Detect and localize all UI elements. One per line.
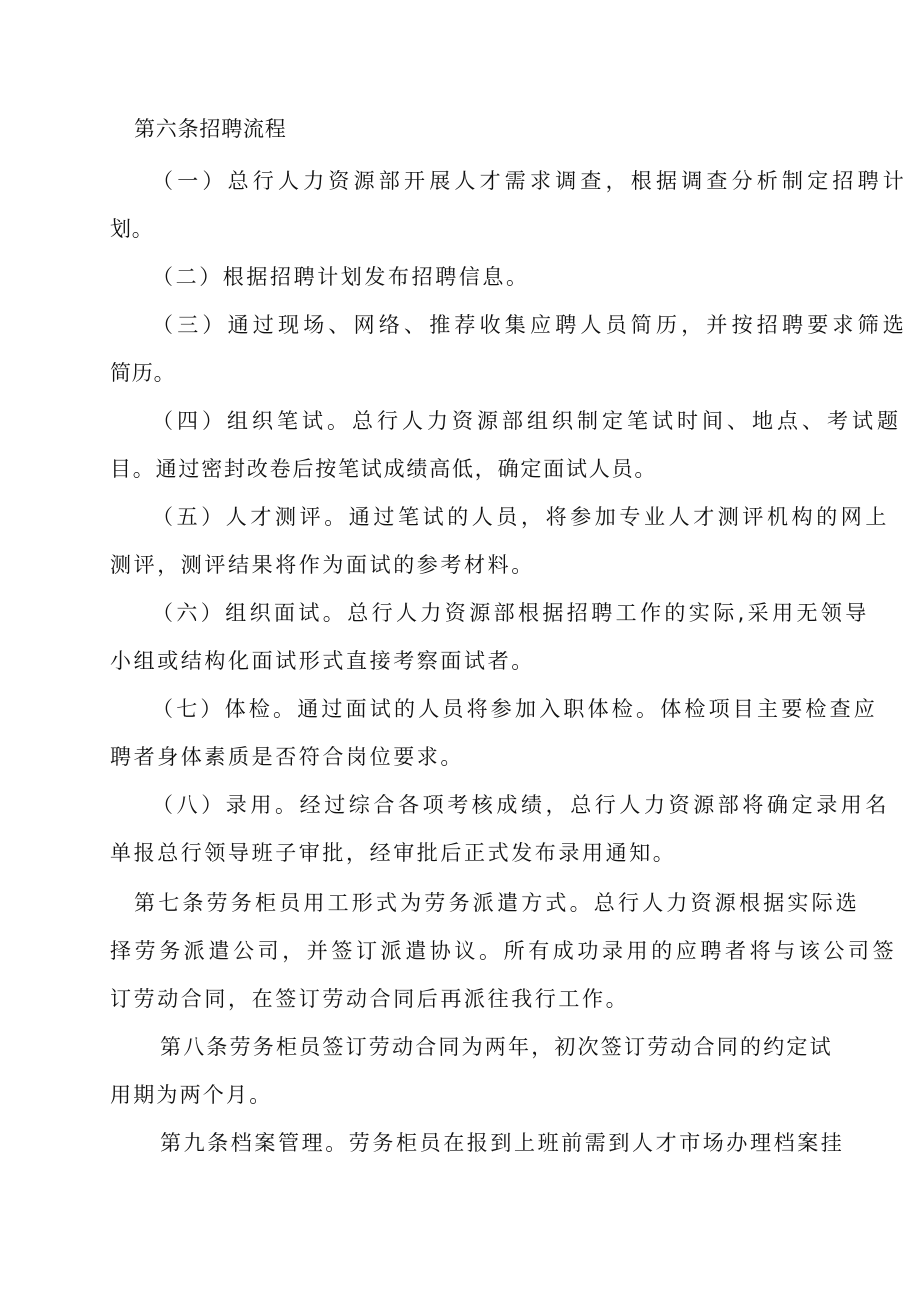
article-7-line-3: 订劳动合同，在签订劳动合同后再派往我行工作。 xyxy=(110,987,630,1011)
step-5-line-1: （五）人才测评。通过笔试的人员，将参加专业人才测评机构的网上 xyxy=(152,505,890,529)
step-1-line-2: 划。 xyxy=(110,217,154,241)
step-8-line-1: （八）录用。经过综合各项考核成绩，总行人力资源部将确定录用名 xyxy=(152,793,890,817)
step-1-line-1: （一）总行人力资源部开展人才需求调查，根据调查分析制定招聘计 xyxy=(152,169,908,193)
step-7-line-2: 聘者身体素质是否符合岗位要求。 xyxy=(110,745,464,769)
step-4-line-1: （四）组织笔试。总行人力资源部组织制定笔试时间、地点、考试题 xyxy=(152,409,902,433)
step-3-line-2: 简历。 xyxy=(110,361,176,385)
step-6-line-1: （六）组织面试。总行人力资源部根据招聘工作的实际,采用无领导 xyxy=(152,601,870,625)
article-8-line-1: 第八条劳务柜员签订劳动合同为两年，初次签订劳动合同的约定试 xyxy=(160,1035,833,1059)
article-7-line-1: 第七条劳务柜员用工形式为劳务派遣方式。总行人力资源根据实际选 xyxy=(134,891,860,915)
step-5-line-2: 测评，测评结果将作为面试的参考材料。 xyxy=(110,553,535,577)
step-4-line-2: 目。通过密封改卷后按笔试成绩高低，确定面试人员。 xyxy=(110,457,658,481)
article-8-line-2: 用期为两个月。 xyxy=(110,1083,273,1107)
step-6-line-2: 小组或结构化面试形式直接考察面试者。 xyxy=(110,649,535,673)
article-7-line-2: 择劳务派遣公司，并签订派遣协议。所有成功录用的应聘者将与该公司签 xyxy=(110,939,898,963)
article-6-heading: 第六条招聘流程 xyxy=(134,117,287,141)
step-7-line-1: （七）体检。通过面试的人员将参加入职体检。体检项目主要检查应 xyxy=(152,697,878,721)
article-9-line-1: 第九条档案管理。劳务柜员在报到上班前需到人才市场办理档案挂 xyxy=(160,1131,845,1155)
step-3-line-1: （三）通过现场、网络、推荐收集应聘人员简历，并按招聘要求筛选 xyxy=(152,313,908,337)
step-2-line-1: （二）根据招聘计划发布招聘信息。 xyxy=(152,265,530,289)
step-8-line-2: 单报总行领导班子审批，经审批后正式发布录用通知。 xyxy=(110,841,677,865)
